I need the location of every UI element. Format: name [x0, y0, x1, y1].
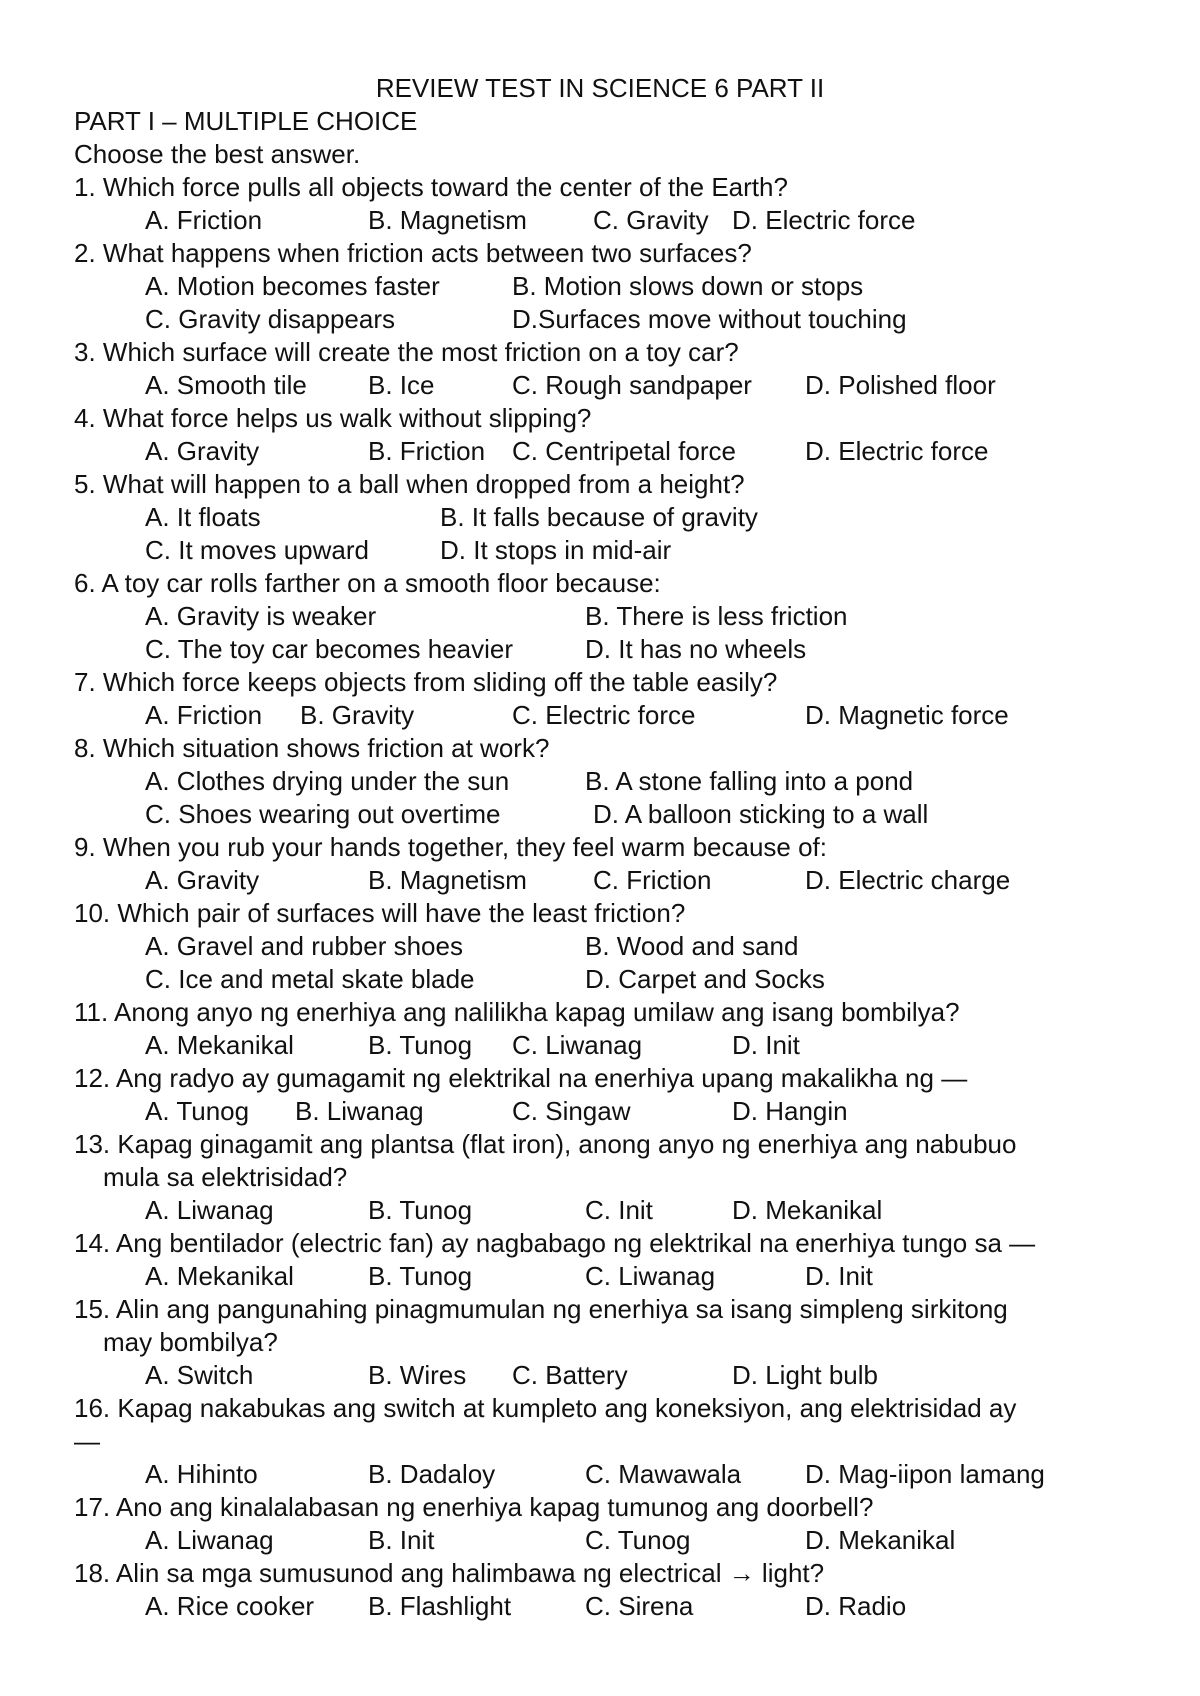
- question-10: 10. Which pair of surfaces will have the least friction?: [74, 898, 686, 928]
- q6-option-b: B. There is less friction: [585, 601, 848, 631]
- q15-option-d: D. Light bulb: [732, 1360, 878, 1390]
- q7-option-b: B. Gravity: [300, 700, 415, 730]
- q8-option-c: C. Shoes wearing out overtime: [145, 799, 501, 829]
- q13-option-b: B. Tunog: [368, 1195, 473, 1225]
- q4-option-b: B. Friction: [368, 436, 486, 466]
- q14-option-d: D. Init: [805, 1261, 873, 1291]
- question-11: 11. Anong anyo ng enerhiya ang nalilikha kapag umilaw ang isang bombilya?: [74, 997, 960, 1027]
- question-12: 12. Ang radyo ay gumagamit ng elektrikal na enerhiya upang makalikha ng —: [74, 1063, 968, 1093]
- q1-option-a: A. Friction: [145, 205, 263, 235]
- q2-option-d: D.Surfaces move without touching: [512, 304, 907, 334]
- q12-option-c: C. Singaw: [512, 1096, 631, 1126]
- q2-option-c: C. Gravity disappears: [145, 304, 395, 334]
- q13-option-a: A. Liwanag: [145, 1195, 274, 1225]
- q3-option-b: B. Ice: [368, 370, 435, 400]
- q5-option-c: C. It moves upward: [145, 535, 369, 565]
- question-18: 18. Alin sa mga sumusunod ang halimbawa ng electrical → light?: [74, 1558, 825, 1588]
- q3-option-c: C. Rough sandpaper: [512, 370, 752, 400]
- q14-option-c: C. Liwanag: [585, 1261, 716, 1291]
- q13-option-d: D. Mekanikal: [732, 1195, 883, 1225]
- q9-option-d: D. Electric charge: [805, 865, 1011, 895]
- q11-option-a: A. Mekanikal: [145, 1030, 294, 1060]
- question-4: 4. What force helps us walk without slipping?: [74, 403, 592, 433]
- q9-option-b: B. Magnetism: [368, 865, 527, 895]
- q15-option-a: A. Switch: [145, 1360, 254, 1390]
- question-9: 9. When you rub your hands together, they feel warm because of:: [74, 832, 827, 862]
- q7-option-c: C. Electric force: [512, 700, 696, 730]
- question-3: 3. Which surface will create the most friction on a toy car?: [74, 337, 739, 367]
- q1-option-c: C. Gravity: [593, 205, 709, 235]
- q5-option-d: D. It stops in mid-air: [440, 535, 672, 565]
- question-15-continued: may bombilya?: [103, 1327, 278, 1357]
- q15-option-c: C. Battery: [512, 1360, 628, 1390]
- q9-option-c: C. Friction: [593, 865, 712, 895]
- q15-option-b: B. Wires: [368, 1360, 467, 1390]
- q17-option-a: A. Liwanag: [145, 1525, 274, 1555]
- q14-option-b: B. Tunog: [368, 1261, 473, 1291]
- question-2: 2. What happens when friction acts between two surfaces?: [74, 238, 752, 268]
- q1-option-d: D. Electric force: [732, 205, 916, 235]
- q4-option-a: A. Gravity: [145, 436, 260, 466]
- q4-option-c: C. Centripetal force: [512, 436, 736, 466]
- q5-option-b: B. It falls because of gravity: [440, 502, 758, 532]
- q8-option-a: A. Clothes drying under the sun: [145, 766, 510, 796]
- question-13: 13. Kapag ginagamit ang plantsa (flat iron), anong anyo ng enerhiya ang nabubuo: [74, 1129, 1017, 1159]
- q16-option-d: D. Mag-iipon lamang: [805, 1459, 1045, 1489]
- q2-option-b: B. Motion slows down or stops: [512, 271, 864, 301]
- q14-option-a: A. Mekanikal: [145, 1261, 294, 1291]
- part-heading: PART I – MULTIPLE CHOICE: [74, 106, 418, 136]
- page-title: REVIEW TEST IN SCIENCE 6 PART II: [375, 73, 825, 103]
- q10-option-d: D. Carpet and Socks: [585, 964, 825, 994]
- q18-option-b: B. Flashlight: [368, 1591, 512, 1621]
- q16-option-a: A. Hihinto: [145, 1459, 258, 1489]
- q10-option-b: B. Wood and sand: [585, 931, 799, 961]
- question-8: 8. Which situation shows friction at work?: [74, 733, 550, 763]
- q18-option-d: D. Radio: [805, 1591, 907, 1621]
- q16-option-c: C. Mawawala: [585, 1459, 742, 1489]
- q18-option-a: A. Rice cooker: [145, 1591, 315, 1621]
- q13-option-c: C. Init: [585, 1195, 653, 1225]
- q6-option-a: A. Gravity is weaker: [145, 601, 377, 631]
- q5-option-a: A. It floats: [145, 502, 261, 532]
- q4-option-d: D. Electric force: [805, 436, 989, 466]
- question-16-continued: —: [74, 1426, 100, 1456]
- q6-option-c: C. The toy car becomes heavier: [145, 634, 514, 664]
- q1-option-b: B. Magnetism: [368, 205, 527, 235]
- q6-option-d: D. It has no wheels: [585, 634, 807, 664]
- q17-option-b: B. Init: [368, 1525, 435, 1555]
- q3-option-a: A. Smooth tile: [145, 370, 307, 400]
- question-7: 7. Which force keeps objects from sliding off the table easily?: [74, 667, 778, 697]
- q12-option-d: D. Hangin: [732, 1096, 848, 1126]
- q10-option-c: C. Ice and metal skate blade: [145, 964, 475, 994]
- question-17: 17. Ano ang kinalalabasan ng enerhiya kapag tumunog ang doorbell?: [74, 1492, 874, 1522]
- q3-option-d: D. Polished floor: [805, 370, 996, 400]
- q7-option-a: A. Friction: [145, 700, 263, 730]
- q7-option-d: D. Magnetic force: [805, 700, 1009, 730]
- q18-option-c: C. Sirena: [585, 1591, 694, 1621]
- question-16: 16. Kapag nakabukas ang switch at kumpleto ang koneksiyon, ang elektrisidad ay: [74, 1393, 1017, 1423]
- q2-option-a: A. Motion becomes faster: [145, 271, 440, 301]
- q9-option-a: A. Gravity: [145, 865, 260, 895]
- q12-option-b: B. Liwanag: [295, 1096, 424, 1126]
- question-14: 14. Ang bentilador (electric fan) ay nagbabago ng elektrikal na enerhiya tungo sa —: [74, 1228, 1036, 1258]
- question-6: 6. A toy car rolls farther on a smooth floor because:: [74, 568, 661, 598]
- question-5: 5. What will happen to a ball when dropped from a height?: [74, 469, 745, 499]
- q17-option-d: D. Mekanikal: [805, 1525, 956, 1555]
- q11-option-b: B. Tunog: [368, 1030, 473, 1060]
- q10-option-a: A. Gravel and rubber shoes: [145, 931, 463, 961]
- q8-option-b: B. A stone falling into a pond: [585, 766, 914, 796]
- question-13-continued: mula sa elektrisidad?: [103, 1162, 348, 1192]
- question-15: 15. Alin ang pangunahing pinagmumulan ng enerhiya sa isang simpleng sirkitong: [74, 1294, 1008, 1324]
- q16-option-b: B. Dadaloy: [368, 1459, 496, 1489]
- q12-option-a: A. Tunog: [145, 1096, 250, 1126]
- q11-option-c: C. Liwanag: [512, 1030, 643, 1060]
- q8-option-d: D. A balloon sticking to a wall: [593, 799, 929, 829]
- q11-option-d: D. Init: [732, 1030, 800, 1060]
- question-1: 1. Which force pulls all objects toward the center of the Earth?: [74, 172, 788, 202]
- instructions: Choose the best answer.: [74, 139, 361, 169]
- q17-option-c: C. Tunog: [585, 1525, 691, 1555]
